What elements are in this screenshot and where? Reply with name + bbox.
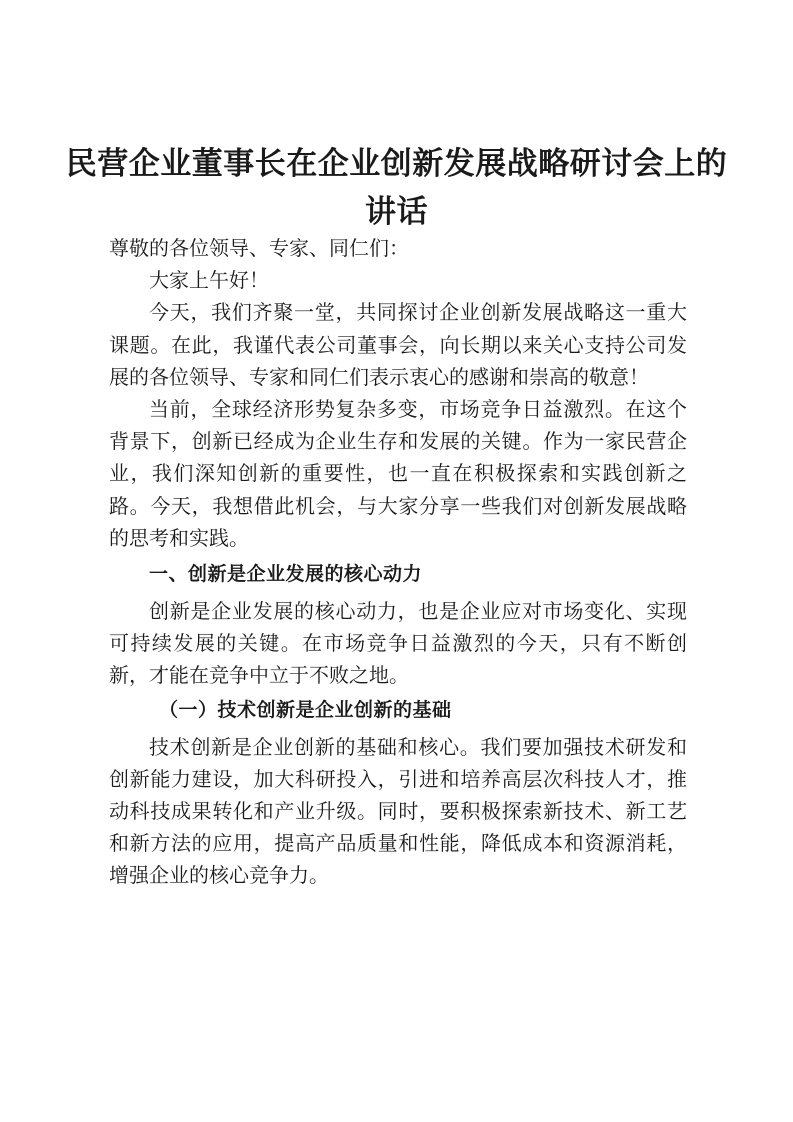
- section-heading-1: 一、创新是企业发展的核心动力: [149, 563, 423, 586]
- subsection-1-paragraph: 技术创新是企业创新的基础和核心。我们要加强技术研发和创新能力建设，加大科研投入，引进和培养高层次科技人才，推动科技成果转化和产业升级。同时，要积极探索新技术、新工艺和新方法的应用，提高产品质量和性能，降低成本和资源消耗，增强企业的核心竞争力。: [109, 734, 687, 888]
- subsection-heading-1: （一）技术创新是企业创新的基础: [159, 698, 452, 721]
- greeting: 大家上午好！: [149, 268, 269, 293]
- document-title: 民营企业董事长在企业创新发展战略研讨会上的讲话: [65, 146, 728, 230]
- paragraph-intro: 今天，我们齐聚一堂，共同探讨企业创新发展战略这一重大课题。在此，我谨代表公司董事会，向长期以来关心支持公司发展的各位领导、专家和同仁们表示衷心的感谢和崇高的敬意！: [109, 300, 687, 389]
- salutation: 尊敬的各位领导、专家、同仁们：: [109, 236, 409, 260]
- document-body: [109, 232, 687, 892]
- paragraph-background: 当前，全球经济形势复杂多变，市场竞争日益激烈。在这个背景下，创新已经成为企业生存和发展的关键。作为一家民营企业，我们深知创新的重要性，也一直在积极探索和实践创新之路。今天，我想借此机会，与大家分享一些我们对创新发展战略的思考和实践。: [109, 397, 687, 550]
- section-1-paragraph: 创新是企业发展的核心动力，也是企业应对市场变化、实现可持续发展的关键。在市场竞争日益激烈的今天，只有不断创新，才能在竞争中立于不败之地。: [109, 599, 687, 688]
